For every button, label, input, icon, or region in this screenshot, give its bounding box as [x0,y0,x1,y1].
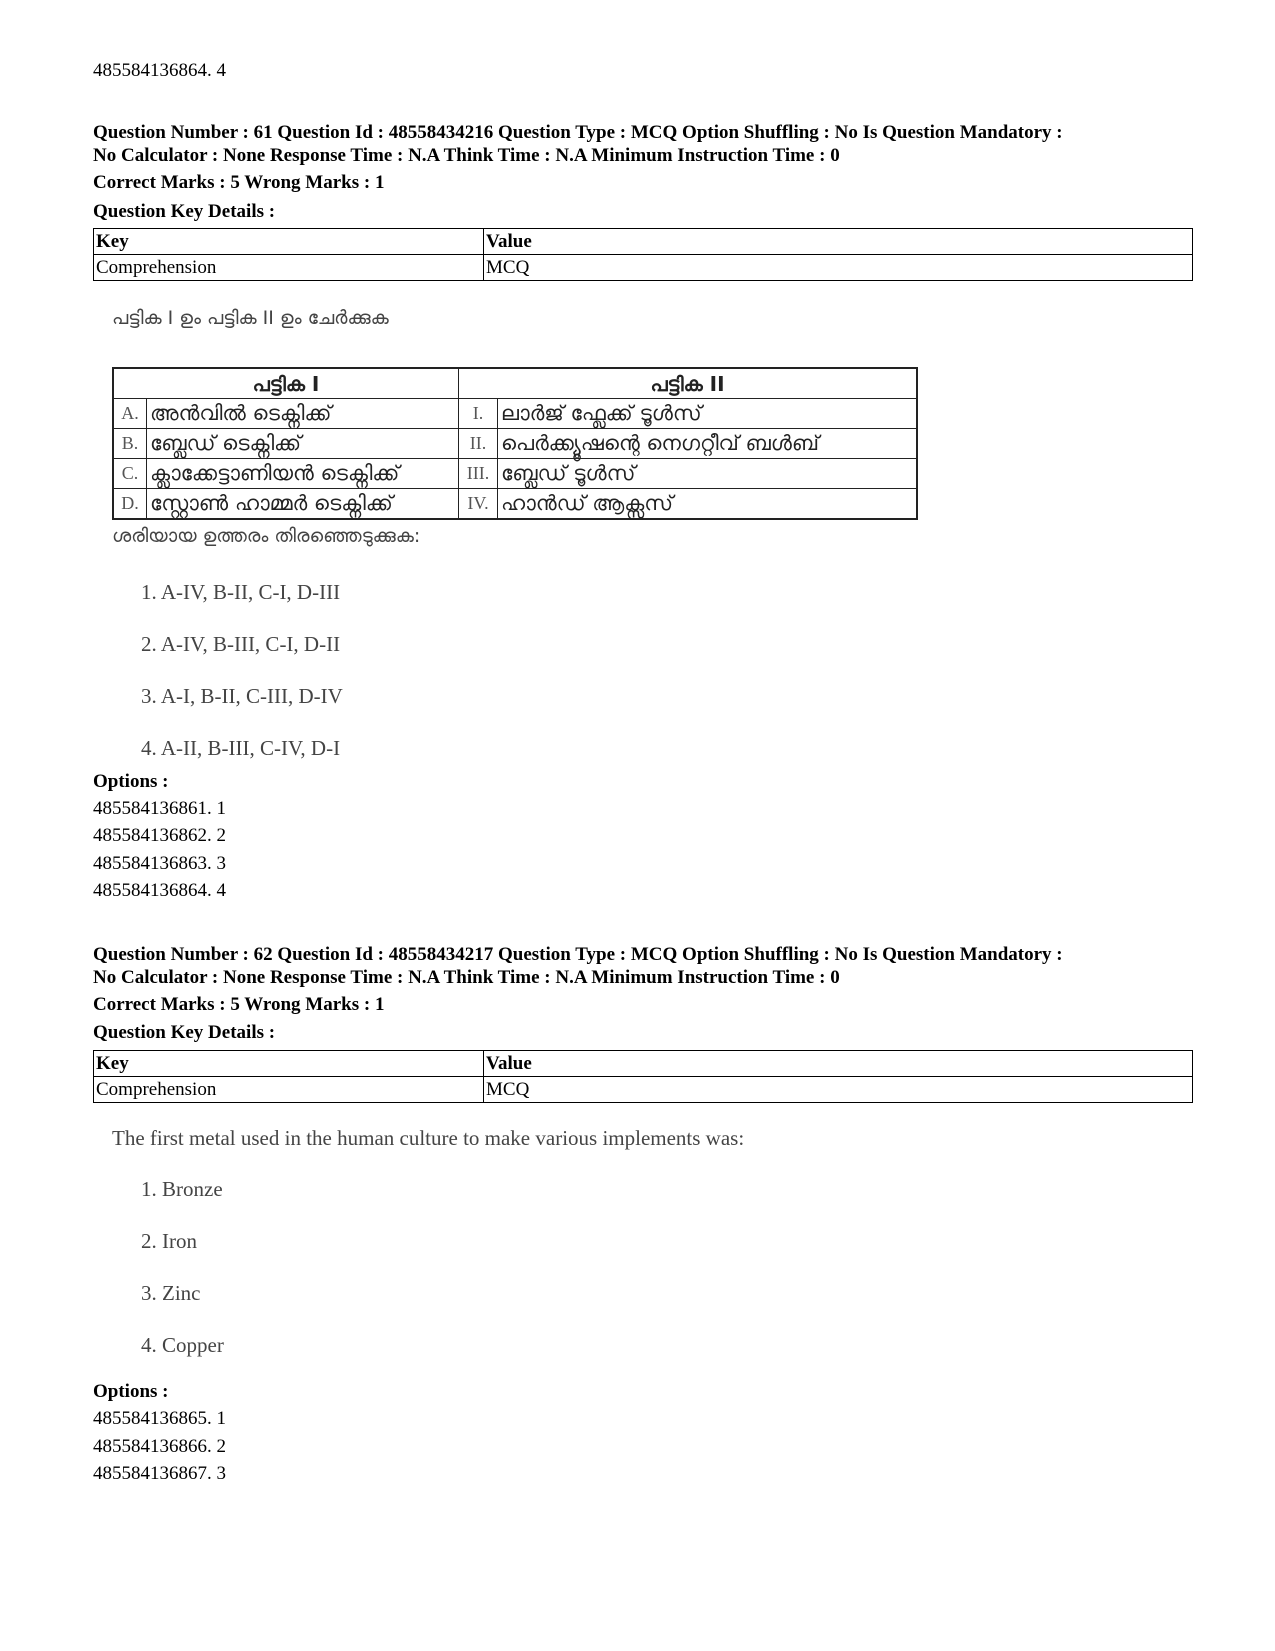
q61-header-line1: Question Number : 61 Question Id : 48558434216 Question Type : MCQ Option Shuffling : No Is Question Mandatory : [93,122,1063,143]
row-label: A. [113,399,147,429]
q62-key-table [93,1050,1193,1103]
q61-option-4: 485584136864. 4 [93,880,226,901]
row-label: III. [459,459,498,489]
row-label: IV. [459,489,498,520]
q62-choice-2: 2. Iron [141,1229,197,1253]
q62-key-details-label: Question Key Details : [93,1022,276,1043]
match-row [113,399,917,429]
q61-choice-1: 1. A-IV, B-II, C-I, D-III [141,580,341,604]
match-col1-header: പട്ടിക I [113,368,459,399]
q62-header-line1: Question Number : 62 Question Id : 48558434217 Question Type : MCQ Option Shuffling : No Is Question Mandatory : [93,944,1063,965]
key-header: Key [94,229,484,255]
q62-options-label: Options : [93,1381,169,1402]
q62-option-1: 485584136865. 1 [93,1408,226,1429]
match-row [113,489,917,520]
q62-header-line2: No Calculator : None Response Time : N.A Think Time : N.A Minimum Instruction Time : 0 [93,967,840,988]
value-cell: MCQ [484,1077,1193,1103]
q61-prompt: ശരിയായ ഉത്തരം തിരഞ്ഞെടുക്കുക: [112,525,421,547]
q62-choice-3: 3. Zinc [141,1281,201,1305]
row-label: I. [459,399,498,429]
key-header: Key [94,1051,484,1077]
match-row [113,459,917,489]
q61-marks: Correct Marks : 5 Wrong Marks : 1 [93,172,385,193]
q62-stem: The first metal used in the human culture to make various implements was: [112,1126,745,1150]
match-col2-header: പട്ടിക II [459,368,918,399]
q61-choice-3: 3. A-I, B-II, C-III, D-IV [141,684,343,708]
column2-cell: ഹാൻഡ് ആക്സസ് [498,489,918,520]
q62-choice-1: 1. Bronze [141,1177,223,1201]
q61-match-table [112,367,918,520]
column1-cell: സ്റ്റോൺ ഹാമ്മർ ടെക്നിക്ക് [147,489,459,520]
value-header: Value [484,1051,1193,1077]
row-label: C. [113,459,147,489]
key-cell: Comprehension [94,255,484,281]
match-row [113,429,917,459]
q61-key-table [93,228,1193,281]
q61-choice-4: 4. A-II, B-III, C-IV, D-I [141,736,341,760]
column2-cell: പെർക്ക്യൂഷന്റെ നെഗറ്റീവ് ബൾബ് [498,429,918,459]
q61-option-1: 485584136861. 1 [93,798,226,819]
column1-cell: ബ്ലേഡ് ടെക്നിക്ക് [147,429,459,459]
q61-options-label: Options : [93,771,169,792]
q62-option-3: 485584136867. 3 [93,1463,226,1484]
q61-instruction: പട്ടിക I ഉം പട്ടിക II ഉം ചേർക്കുക [112,307,389,329]
row-label: D. [113,489,147,520]
value-header: Value [484,229,1193,255]
column2-cell: ലാർജ് ഫ്ലേക്ക് ടൂൾസ് [498,399,918,429]
q62-choice-4: 4. Copper [141,1333,224,1357]
q61-header-line2: No Calculator : None Response Time : N.A Think Time : N.A Minimum Instruction Time : 0 [93,145,840,166]
q62-marks: Correct Marks : 5 Wrong Marks : 1 [93,994,385,1015]
value-cell: MCQ [484,255,1193,281]
previous-option-line: 485584136864. 4 [93,60,226,81]
key-cell: Comprehension [94,1077,484,1103]
q61-option-3: 485584136863. 3 [93,853,226,874]
row-label: B. [113,429,147,459]
q61-key-details-label: Question Key Details : [93,201,276,222]
q61-choice-2: 2. A-IV, B-III, C-I, D-II [141,632,341,656]
q62-option-2: 485584136866. 2 [93,1436,226,1457]
q61-option-2: 485584136862. 2 [93,825,226,846]
column2-cell: ബ്ലേഡ് ടൂൾസ് [498,459,918,489]
row-label: II. [459,429,498,459]
column1-cell: അൻവിൽ ടെക്നിക്ക് [147,399,459,429]
column1-cell: ക്ലാക്കേട്ടാണിയൻ ടെക്നിക്ക് [147,459,459,489]
